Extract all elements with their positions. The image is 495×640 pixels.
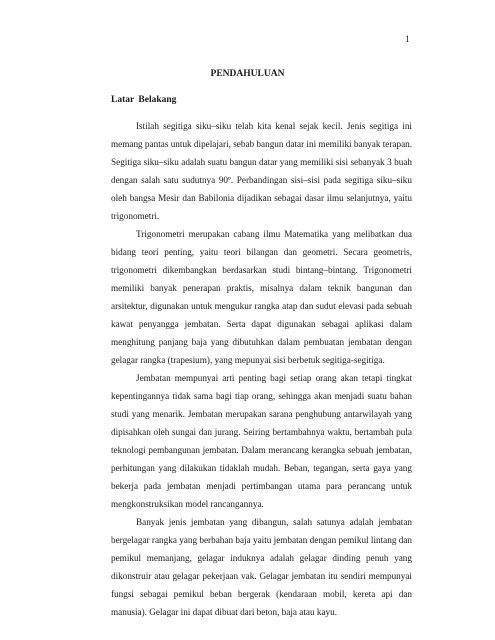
text-line: bergelagar rangka yang berbahan baja yaitu jembatan dengan pemikul lintang dan bbox=[111, 535, 412, 545]
text-line: kawat penyangga jembatan. Serta dapat digunakan sebagai aplikasi dalam bbox=[111, 319, 412, 329]
text-line: Istilah segitiga siku–siku telah kita kenal sejak kecil. Jenis segitiga ini bbox=[136, 121, 412, 131]
text-line: menghitung panjang baja yang dibutuhkan dalam pembuatan jembatan dengan bbox=[111, 337, 412, 347]
text-line: teknologi pembangunan jembatan. Dalam merancang kerangka sebuah jembatan, bbox=[111, 445, 412, 455]
text-line: memiliki banyak penerapan praktis, misalnya dalam teknik bangunan dan bbox=[111, 283, 412, 293]
text-line: Trigonometri merupakan cabang ilmu Matematika yang melibatkan dua bbox=[136, 229, 412, 239]
text-line: dengan salah satu sudutnya 90º. Perbandingan sisi–sisi pada segitiga siku–siku bbox=[111, 175, 412, 185]
text-line: manusia). Gelagar ini dapat dibuat dari beton, baja atau kayu. bbox=[111, 607, 338, 617]
text-line: trigonometri. bbox=[111, 211, 160, 221]
text-line: dipisahkan oleh sungai dan jurang. Seiring bertambahnya waktu, bertambah pula bbox=[111, 427, 412, 437]
text-line: studi yang menarik. Jembatan merupakan sarana penghubung antarwilayah yang bbox=[111, 409, 412, 419]
text-line: gelagar rangka (trapesium), yang mepunyai sisi berbetuk segitiga-segitiga. bbox=[111, 355, 385, 365]
text-line: mengkonstruksikan model rancangannya. bbox=[111, 499, 264, 509]
page-number: 1 bbox=[405, 35, 410, 45]
text-line: oleh bangsa Mesir dan Babilonia dijadikan sebagai dasar ilmu selanjutnya, yaitu bbox=[111, 193, 412, 203]
text-line: Banyak jenis jembatan yang dibangun, salah satunya adalah jembatan bbox=[136, 517, 412, 527]
text-line: bekerja pada jembatan menjadi pertimbangan utama para perancang untuk bbox=[111, 481, 412, 491]
text-line: Jembatan mempunyai arti penting bagi setiap orang akan tetapi tingkat bbox=[136, 373, 412, 383]
text-line: Segitiga siku–siku adalah suatu bangun datar yang memiliki sisi sebanyak 3 buah bbox=[111, 157, 412, 167]
body-text bbox=[111, 117, 412, 621]
section-heading: Latar Belakang bbox=[111, 95, 177, 105]
text-line: perhitungan yang dilakukan tidaklah mudah. Beban, tegangan, serta gaya yang bbox=[111, 463, 412, 473]
text-line: kepentingannya tidak sama bagi tiap orang, sehingga akan menjadi suatu bahan bbox=[111, 391, 412, 401]
paragraph bbox=[111, 117, 412, 225]
text-line: memang pantas untuk dipelajari, sebab bangun datar ini memiliki banyak terapan. bbox=[111, 139, 413, 149]
chapter-title: PENDAHULUAN bbox=[210, 69, 285, 79]
text-line: pemikul memanjang, gelagar induknya adalah gelagar dinding penuh yang bbox=[111, 553, 412, 563]
text-line: trigonometri dikembangkan berdasarkan studi bintang–bintang. Trigonometri bbox=[111, 265, 412, 275]
paragraph bbox=[111, 369, 412, 513]
text-line: fungsi sebagai pemikul beban bergerak (kendaraan mobil, kereta api dan bbox=[111, 589, 412, 599]
paragraph bbox=[111, 513, 412, 621]
text-line: dikonstruir atau gelagar pekerjaan vak. Gelagar jembatan itu sendiri mempunyai bbox=[111, 571, 412, 581]
text-line: bidang teori penting, yaitu teori bilangan dan geometri. Secara geometris, bbox=[111, 247, 412, 257]
paragraph bbox=[111, 225, 412, 369]
text-line: arsitektur, digunakan untuk mengukur rangka atap dan sudut elevasi pada sebuah bbox=[111, 301, 412, 311]
